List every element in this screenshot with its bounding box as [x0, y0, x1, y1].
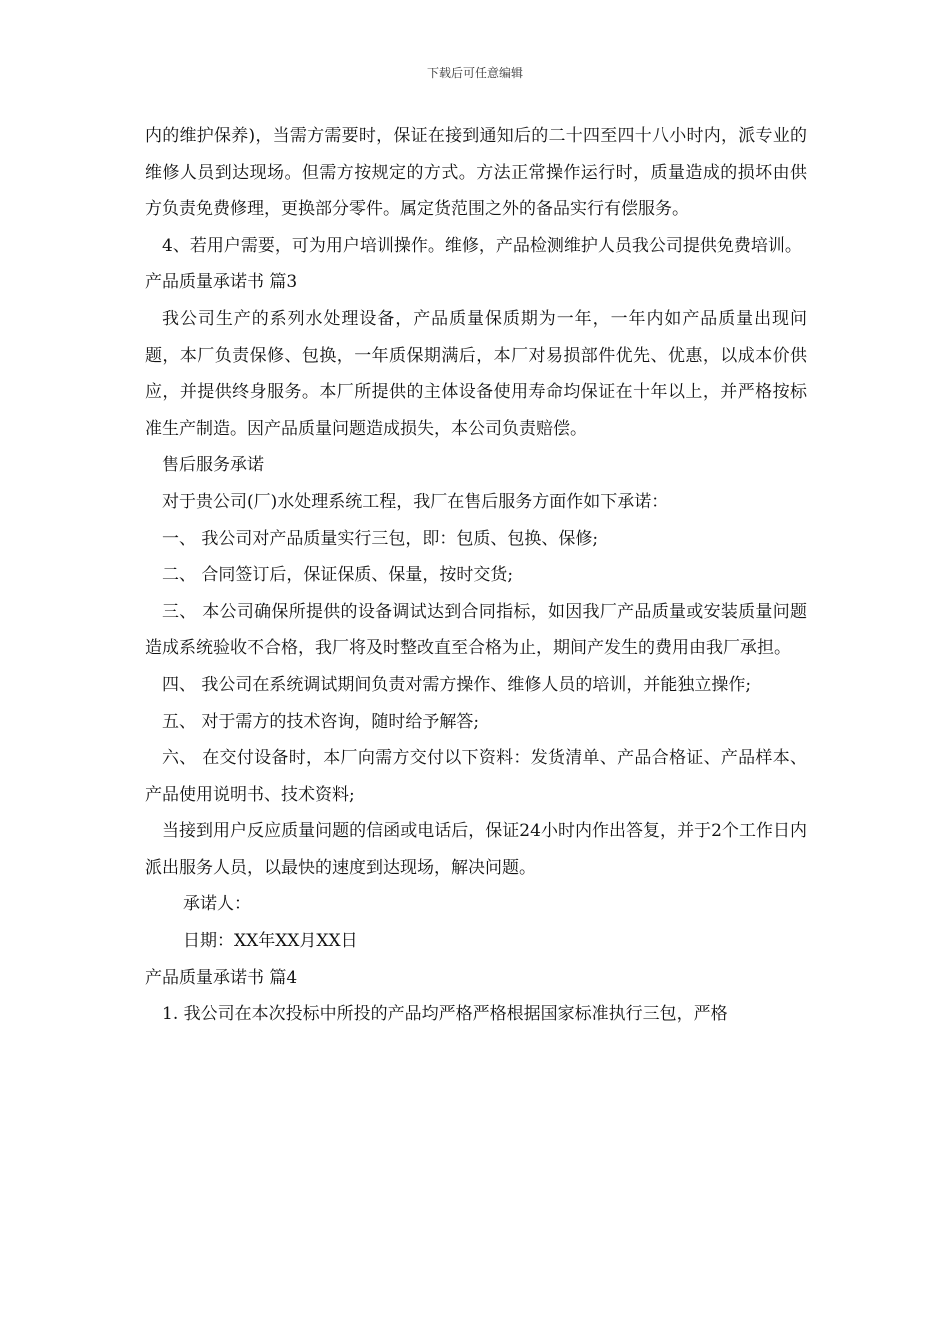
paragraph-commitment-intro: 对于贵公司(厂)水处理系统工程，我厂在售后服务方面作如下承诺： [162, 491, 669, 512]
signatory-label: 承诺人： [183, 894, 251, 915]
list-item-5: 五、 对于需方的技术咨询，随时给予解答; [162, 711, 480, 732]
list-item-6: 六、 在交付设备时，本厂向需方交付以下资料：发货清单、产品合格证、产品样本、产品使用说明书、技术资料; [145, 748, 807, 805]
list-item-2: 二、 合同签订后，保证保质、保量，按时交货; [162, 565, 514, 586]
paragraph-warranty: 我公司生产的系列水处理设备，产品质量保质期为一年，一年内如产品质量出现问题，本厂负责保修、包换，一年质保期满后，本厂对易损部件优先、优惠，以成本价供应，并提供终身服务。本厂所提供的主体设备使用寿命均保证在十年以上，并严格按标准生产制造。因产品质量问题造成损失，本公司负责赔偿。 [145, 308, 807, 439]
section-heading-3: 产品质量承诺书 篇3 [145, 272, 298, 293]
section-heading-4: 产品质量承诺书 篇4 [145, 967, 298, 988]
paragraph-maintenance: 内的维护保养)，当需方需要时，保证在接到通知后的二十四至四十八小时内，派专业的维修人员到达现场。但需方按规定的方式。方法正常操作运行时，质量造成的损坏由供方负责免费修理，更换部分零件。属定货范围之外的备品实行有偿服务。 [145, 126, 807, 220]
paragraph-training: 4、若用户需要，可为用户培训操作。维修，产品检测维护人员我公司提供免费培训。 [162, 235, 802, 256]
list-item-3: 三、 本公司确保所提供的设备调试达到合同指标，如因我厂产品质量或安装质量问题造成系统验收不合格，我厂将及时整改直至合格为止，期间产发生的费用由我厂承担。 [145, 601, 807, 659]
list-item-4: 四、 我公司在系统调试期间负责对需方操作、维修人员的培训，并能独立操作; [162, 674, 752, 695]
list-item-1: 一、 我公司对产品质量实行三包，即：包质、包换、保修; [162, 528, 599, 549]
paragraph-response: 当接到用户反应质量问题的信函或电话后，保证24小时内作出答复，并于2个工作日内派出服务人员，以最快的速度到达现场，解决问题。 [145, 821, 807, 878]
document-body [145, 118, 807, 1033]
page-header: 下载后可任意编辑 [426, 66, 523, 80]
subheading-after-sales: 售后服务承诺 [162, 455, 264, 476]
paragraph-bid-commitment: 1. 我公司在本次投标中所投的产品均严格严格根据国家标准执行三包，严格 [162, 1004, 728, 1025]
date-line: 日期：XX年XX月XX日 [183, 931, 358, 952]
